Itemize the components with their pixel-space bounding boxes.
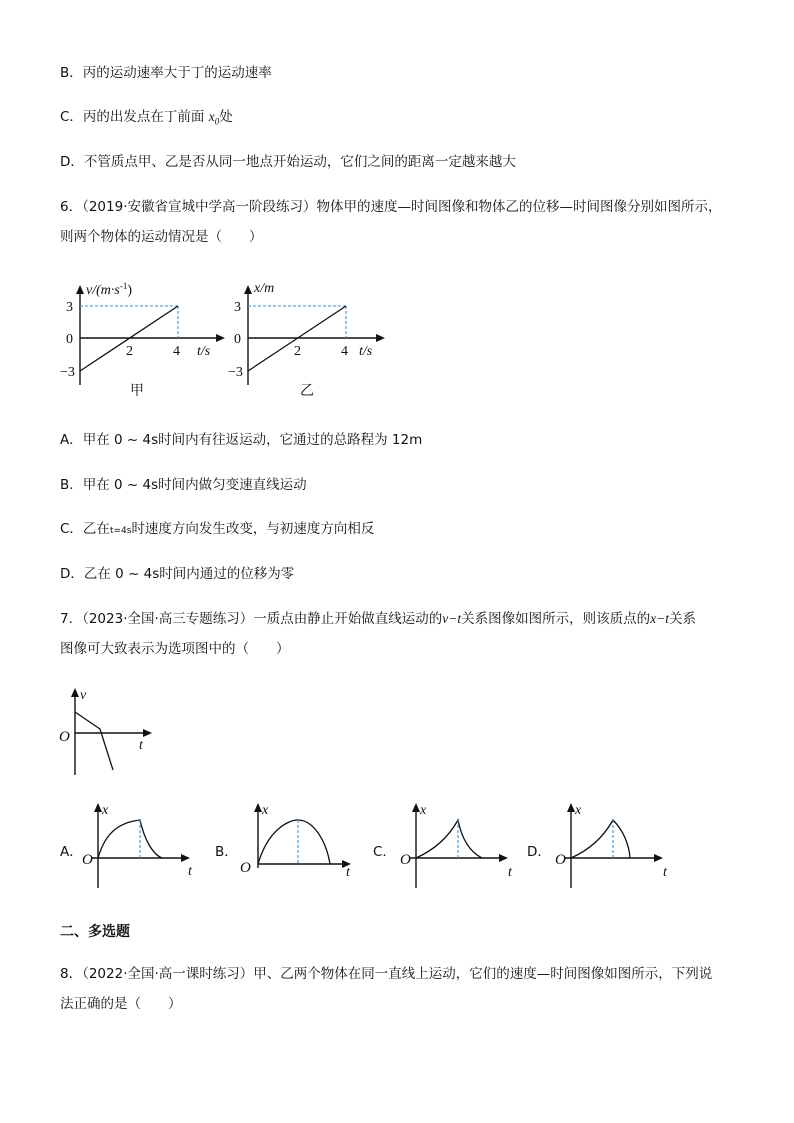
- q6-option-c-post: 时速度方向发生改变，与初速度方向相反: [131, 521, 375, 537]
- q7b-curve: [258, 820, 330, 864]
- q7a-x-arrow: [181, 854, 190, 862]
- right-x-arrow: [376, 334, 385, 342]
- q7-stem-line1: [60, 610, 696, 628]
- q7-vt-x-label: t: [139, 738, 143, 753]
- q5-option-d: D．不管质点甲、乙是否从同一地点开始运动，它们之间的距离一定越来越大: [60, 154, 516, 170]
- section-title-multiple-choice: 二、多选题: [60, 924, 130, 940]
- q7b-y-label: x: [262, 803, 269, 818]
- q5-option-c: [60, 108, 233, 131]
- right-y-label: x/m: [254, 281, 275, 296]
- q6-option-c-text: C．乙在: [60, 521, 110, 537]
- q5-option-c-sub: 0: [214, 116, 220, 127]
- left-y-tick-neg3: −3: [60, 365, 75, 380]
- q7-vt-origin: O: [59, 729, 70, 745]
- q6-option-c: [60, 520, 374, 540]
- right-y-tick-3: 3: [234, 300, 241, 315]
- q7c-curve: [416, 820, 482, 858]
- q8-stem-line1: 8．（2022·全国·高一课时练习）甲、乙两个物体在同一直线上运动，它们的速度—时间图像如图所示，下列说: [60, 966, 713, 982]
- q7a-x-label: t: [188, 864, 192, 879]
- left-x-tick-2: 2: [126, 344, 133, 359]
- q7-vt-graph: [55, 685, 165, 780]
- q5-option-c-post: 处: [219, 109, 233, 125]
- q8-stem-line2: 法正确的是（ ）: [60, 996, 182, 1012]
- right-x-tick-4: 4: [341, 344, 348, 359]
- right-caption: 乙: [300, 384, 314, 399]
- q6-option-b: B．甲在 0 ~ 4s时间内做匀变速直线运动: [60, 477, 307, 493]
- q7c-y-arrow: [412, 803, 420, 812]
- left-y-arrow: [76, 285, 84, 294]
- q5-option-c-var: x: [208, 109, 215, 124]
- q7-option-d-label: D．: [527, 844, 551, 860]
- q6-option-a: A．甲在 0 ~ 4s时间内有往返运动，它通过的总路程为 12m: [60, 432, 423, 448]
- q7-option-a-label: A．: [60, 844, 83, 860]
- left-x-arrow: [216, 334, 225, 342]
- q5-option-c-text: C．丙的出发点在丁前面: [60, 109, 209, 125]
- q7-option-b-label: B．: [215, 844, 238, 860]
- q7d-y-arrow: [567, 803, 575, 812]
- right-x-tick-2: 2: [294, 344, 301, 359]
- q7d-y-label: x: [575, 803, 582, 818]
- q7c-x-arrow: [499, 854, 508, 862]
- q7a-curve: [98, 820, 162, 858]
- q7-option-b-graph: [238, 800, 363, 890]
- q7d-origin: O: [555, 852, 566, 868]
- q7-stem-text1: 7．（2023·全国·高三专题练习）一质点由静止开始做直线运动的: [60, 611, 443, 627]
- q7b-y-arrow: [254, 803, 262, 812]
- q7d-x-label: t: [663, 865, 667, 880]
- q7c-origin: O: [400, 852, 411, 868]
- q7-stem-line2: 图像可大致表示为选项图中的（ ）: [60, 641, 290, 657]
- q7-vt-y-arrow: [71, 688, 79, 697]
- q6-graph-left: [60, 275, 230, 400]
- q7-vt-x-arrow: [143, 729, 152, 737]
- left-caption: 甲: [130, 384, 144, 399]
- q7-option-d-graph: [553, 800, 678, 890]
- q7-stem-xt: x−t: [650, 611, 669, 626]
- right-y-arrow: [244, 285, 252, 294]
- q7-stem-vt: v−t: [442, 611, 462, 626]
- q7-vt-y-label: v: [80, 688, 87, 703]
- right-y-tick-0: 0: [234, 332, 241, 347]
- q5-option-b: B．丙的运动速率大于丁的运动速率: [60, 65, 272, 81]
- q7-stem-text2: 关系图像如图所示，则该质点的: [461, 611, 651, 627]
- q7a-y-arrow: [94, 803, 102, 812]
- q7c-y-label: x: [420, 803, 427, 818]
- left-y-tick-0: 0: [66, 332, 73, 347]
- left-y-tick-3: 3: [66, 300, 73, 315]
- q7b-origin: O: [240, 860, 251, 876]
- left-y-label: $v/(m\cdot s^{-1})$: [86, 281, 132, 298]
- q7d-x-arrow: [654, 854, 663, 862]
- q7d-curve: [571, 820, 630, 858]
- q7c-x-label: t: [508, 865, 512, 880]
- q6-graph-right: [228, 275, 398, 400]
- q7-option-c-graph: [398, 800, 523, 890]
- q7-stem-text3: 关系: [669, 611, 696, 627]
- q7-vt-curve: [75, 712, 113, 770]
- right-x-unit: t/s: [359, 344, 373, 359]
- q7a-origin: O: [82, 852, 93, 868]
- q7-option-a-graph: [80, 800, 205, 890]
- q6-stem-line2: 则两个物体的运动情况是（ ）: [60, 229, 263, 245]
- q6-option-c-time: t=4s: [109, 526, 132, 536]
- q7a-y-label: x: [102, 803, 109, 818]
- left-x-unit: t/s: [197, 344, 211, 359]
- q7-option-c-label: C．: [373, 844, 396, 860]
- q6-option-d: D．乙在 0 ~ 4s时间内通过的位移为零: [60, 566, 295, 582]
- left-x-tick-4: 4: [173, 344, 180, 359]
- q7b-x-label: t: [346, 865, 350, 880]
- q6-stem-line1: 6．（2019·安徽省宣城中学高一阶段练习）物体甲的速度—时间图像和物体乙的位移—时间图像分别如图所示，: [60, 199, 722, 215]
- right-y-tick-neg3: −3: [228, 365, 243, 380]
